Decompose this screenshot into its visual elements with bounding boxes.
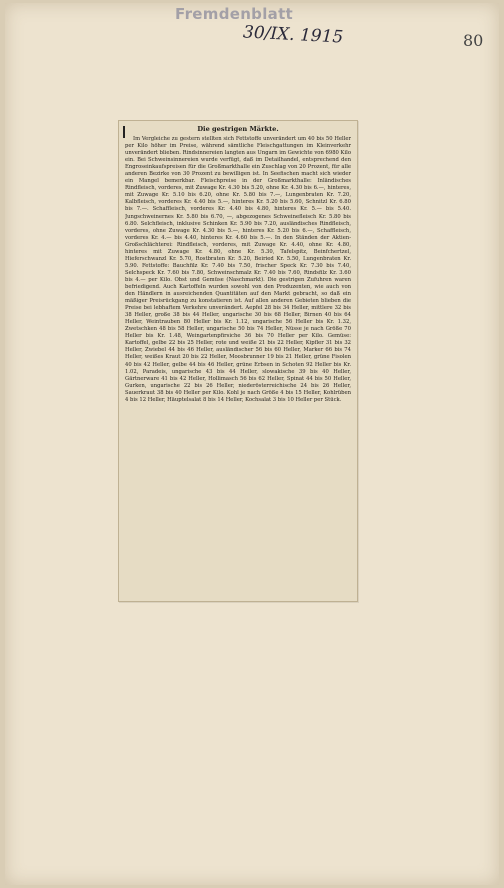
newspaper-clipping [118, 120, 358, 602]
newspaper-stamp: Fremdenblatt [175, 5, 294, 23]
article-headline: Die gestrigen Märkte. [197, 125, 279, 133]
handwritten-date: 30/IX. 1915 [242, 22, 344, 48]
archive-sheet [5, 3, 499, 885]
article-body: Im Vergleiche zu gestern stellten sich Fettstoffe unverändert um 40 bis 50 Heller per Kilo höher im Preise, während sämtliche Fleischgattungen im Kleinverkehr unverändert blieben. Rindsinnereien langten aus Ungarn im Gewichte von 6980 Kilo ein. Bei Schweinsinnereien wurde verfügt, daß im Detailhandel, entsprechend den Engroseinkaufspreisen für die Großmarkthalle ein Zuschlag von 20 Prozent, für alle anderen Bezirke von 30 Prozent zu bewilligen ist. In Seefischen macht sich wieder ein Mangel bemerkbar. Fleischpreise in der Großmarkthalle: Inländisches Rindfleisch, vorderes, mit Zuwage Kr. 4.30 bis 5.20, ohne Kr. 4.30 bis 6.—, hinteres, mit Zuwage Kr. 5.10 bis 6.20, ohne Kr. 5.80 bis 7.—, Lungenbraten Kr. 7.20, Kalbfleisch, vorderes Kr. 4.40 bis 5.—, hinteres Kr. 5.20 bis 5.60, Schnitzl Kr. 6.80 bis 7.—. Schaffleisch, vorderes Kr. 4.40 bis 4.80, hinteres Kr. 5.— bis 5.40. Jungschweinernes Kr. 5.80 bis 6.70, —, abgezogenes Schweinefleisch Kr. 5.80 bis 6.80. Selchfleisch, inklusive Schinken Kr. 5.90 bis 7.20, ausländisches Rindfleisch, vorderes, ohne Zuwage Kr. 4.30 bis 5.—, hinteres Kr. 5.20 bis 6.—, Schaffleisch, vorderes Kr. 4.— bis 4.40, hinteres Kr. 4.60 bis 5.—. In den Ständen der Aktien-Großschlächterei: Rindfleisch, vorderes, mit Zuwage Kr. 4.40, ohne Kr. 4.80, hinteres mit Zuwage Kr. 4.80, ohne Kr. 5.30, Tafelspitz, Beinfchertzel, Hieferschwanzl Kr. 5.70, Rostbraten Kr. 5.20, Beiried Kr. 5.50, Lungenbraten Kr. 5.90. Fettstoffe: Bauchfilz Kr. 7.40 bis 7.50, frischer Speck Kr. 7.30 bis 7.40, Selchspeck Kr. 7.60 bis 7.80, Schweinschmalz Kr. 7.40 bis 7.60, Rindsfilz Kr. 3.60 bis 4.— per Kilo. Obst und Gemüse (Naschmarkt). Die gestrigen Zufuhren waren befriedigend. Auch Kartoffeln wurden sowohl von den Produzenten, wie auch von den Händlern in ausreichenden Quantitäten auf den Markt gebracht, so daß ein mäßiger Preisrückgang zu konstatieren ist. Auf allen anderen Gebieten blieben die Preise bei lebhaftem Verkehre unverändert. Aepfel 28 bis 34 Heller, mittlere 32 bis 38 Heller, große 38 bis 44 Heller, ungarische 30 bis 68 Heller, Birnen 40 bis 64 Heller, Weintrauben 80 Heller bis Kr. 1.12, ungarische 56 Heller bis Kr. 1.32, Zwetschken 48 bis 58 Heller, ungarische 50 bis 74 Heller, Nüsse je nach Größe 70 Heller bis Kr. 1.48, Weingartenpfirsiche 36 bis 70 Heller per Kilo. Gemüse: Kartoffel, gelbe 22 bis 25 Heller, rote und weiße 21 bis 22 Heller, Kipfler 31 bis 32 Heller, Zwiebel 44 bis 46 Heller, ausländischer 56 bis 60 Heller, Marker 66 bis 74 Heller, weißes Kraut 20 bis 22 Heller, Moosbrunner 19 bis 21 Heller, grüne Fisolen 40 bis 42 Heller, gelbe 44 bis 46 Heller, grüne Erbsen in Schoten 92 Heller bis Kr. 1.02, Paradeis, ungarische 43 bis 44 Heller, slowakische 39 bis 40 Heller, Gärtnerware 41 bis 42 Heller, Hollimasch 56 bis 62 Heller, Spinat 44 bis 50 Heller, Gurken, ungarische 22 bis 26 Heller, niederösterreichische 24 bis 26 Heller, Sauerkraut 38 bis 40 Heller per Kilo. Kohl je nach Größe 4 bis 15 Heller, Kohlrüben 4 bis 12 Heller, Häuptelsalat 8 bis 14 Heller, Kochsalat 3 bis 10 Heller per Stück. [125, 136, 351, 403]
page-number: 80 [463, 31, 484, 50]
